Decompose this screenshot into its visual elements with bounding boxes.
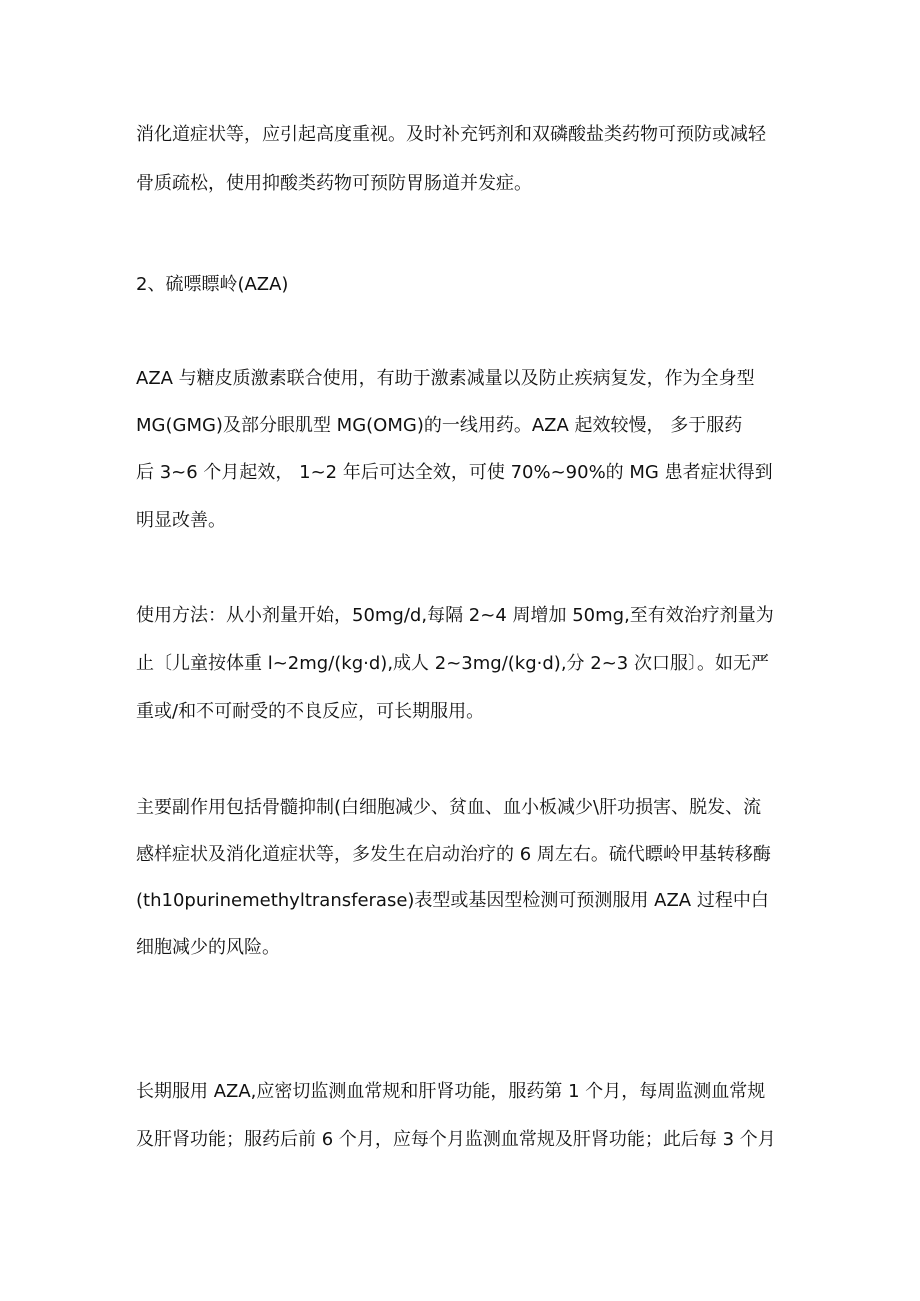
text-line: 后 3~6 个月起效， 1~2 年后可达全效，可使 70%~90%的 MG 患者症状得到 — [136, 462, 773, 483]
text-line: 细胞减少的风险。 — [136, 937, 280, 958]
text-line: 感样症状及消化道症状等，多发生在启动治疗的 6 周左右。硫代瞟岭甲基转移酶 — [136, 844, 771, 865]
text-line: 主要副作用包括骨髓抑制(白细胞减少、贫血、血小板减少\肝功损害、脱发、流 — [136, 797, 762, 818]
text-line: 明显改善。 — [136, 510, 226, 531]
text-line: 消化道症状等，应引起高度重视。及时补充钙剂和双磷酸盐类药物可预防或减轻 — [136, 124, 766, 145]
section-heading: 2、硫嘌瞟岭(AZA) — [136, 274, 289, 295]
text-line: 长期服用 AZA,应密切监测血常规和肝肾功能，服药第 1 个月，每周监测血常规 — [136, 1081, 766, 1102]
text-line: AZA 与糖皮质激素联合使用，有助于激素减量以及防止疾病复发，作为全身型 — [136, 368, 755, 389]
text-line: 止〔儿童按体重 l~2mg∕(kg·d),成人 2~3mg∕(kg·d),分 2~3 次口服〕。如无严 — [136, 653, 769, 674]
text-line: 骨质疏松，使用抑酸类药物可预防胃肠道并发症。 — [136, 173, 532, 194]
text-line: MG(GMG)及部分眼肌型 MG(OMG)的一线用药。AZA 起效较慢， 多于服药 — [136, 415, 743, 436]
text-line: 使用方法：从小剂量开始，50mg∕d,每隔 2~4 周增加 50mg,至有效治疗剂量为 — [136, 605, 774, 626]
text-line: 重或/和不可耐受的不良反应，可长期服用。 — [136, 701, 485, 722]
text-line: 及肝肾功能；服药后前 6 个月，应每个月监测血常规及肝肾功能；此后每 3 个月 — [136, 1129, 776, 1150]
text-line: (th10purinemethyltransferase)表型或基因型检测可预测服用 AZA 过程中白 — [136, 890, 769, 911]
